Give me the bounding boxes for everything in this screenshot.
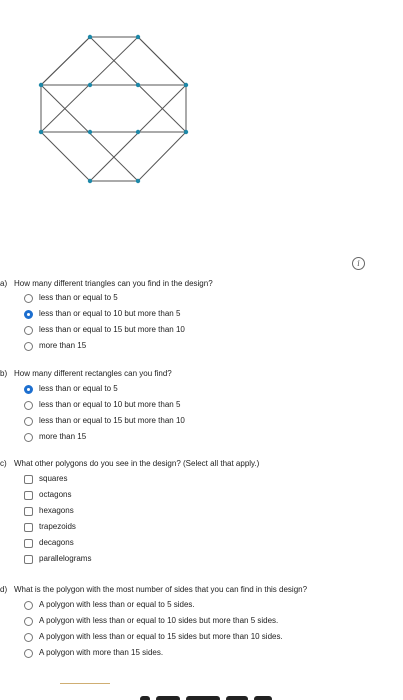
radio-button-selected[interactable] [24,385,33,394]
question-label: b) [0,369,8,378]
option-b3[interactable] [24,415,185,427]
option-label: less than or equal to 5 [39,293,118,302]
option-c4[interactable] [24,521,76,533]
option-label: A polygon with less than or equal to 5 sides. [39,600,195,609]
question-label: c) [0,459,7,468]
option-b4[interactable] [24,431,86,443]
option-label: less than or equal to 10 but more than 5 [39,400,181,409]
checkbox[interactable] [24,507,33,516]
option-a3[interactable] [24,324,185,336]
option-label: trapezoids [39,522,76,531]
option-label: less than or equal to 10 but more than 5 [39,309,181,318]
option-label: more than 15 [39,432,87,441]
checkbox[interactable] [24,539,33,548]
option-a4[interactable] [24,340,86,352]
option-label: squares [39,474,68,483]
option-label: decagons [39,538,74,547]
option-b2[interactable] [24,399,180,411]
checkbox[interactable] [24,555,33,564]
radio-button[interactable] [24,326,33,335]
option-label: hexagons [39,506,74,515]
radio-button[interactable] [24,601,33,610]
radio-button[interactable] [24,633,33,642]
question-text: How many different rectangles can you find? [14,369,172,378]
option-c3[interactable] [24,505,74,517]
radio-button[interactable] [24,617,33,626]
checkbox[interactable] [24,491,33,500]
option-label: A polygon with more than 15 sides. [39,648,164,657]
radio-button[interactable] [24,401,33,410]
question-label: a) [0,279,8,288]
option-d2[interactable] [24,615,278,627]
checkbox[interactable] [24,523,33,532]
cropped-footer-fragment [140,688,315,700]
info-icon[interactable]: i [352,257,365,270]
option-d3[interactable] [24,631,283,643]
radio-button[interactable] [24,342,33,351]
option-b1[interactable] [24,383,118,395]
question-text: What other polygons do you see in the design? (Select all that apply.) [14,459,260,468]
radio-button[interactable] [24,417,33,426]
option-label: less than or equal to 5 [39,384,118,393]
option-c1[interactable] [24,473,67,485]
radio-button[interactable] [24,649,33,658]
question-label: d) [0,585,8,594]
option-label: parallelograms [39,554,92,563]
option-label: octagons [39,490,72,499]
option-label: A polygon with less than or equal to 15 sides but more than 10 sides. [39,632,283,641]
divider [60,683,110,684]
option-label: less than or equal to 15 but more than 10 [39,325,185,334]
radio-button[interactable] [24,433,33,442]
option-a1[interactable] [24,292,118,304]
option-label: more than 15 [39,341,87,350]
question-text: What is the polygon with the most number of sides that you can find in this design? [14,585,308,594]
checkbox[interactable] [24,475,33,484]
option-c2[interactable] [24,489,71,501]
radio-button-selected[interactable] [24,310,33,319]
option-label: A polygon with less than or equal to 10 sides but more than 5 sides. [39,616,279,625]
option-d1[interactable] [24,599,195,611]
option-c5[interactable] [24,537,74,549]
octagon-design-figure [0,0,403,200]
option-a2[interactable] [24,308,180,320]
radio-button[interactable] [24,294,33,303]
option-label: less than or equal to 15 but more than 10 [39,416,185,425]
question-text: How many different triangles can you find in the design? [14,279,213,288]
option-d4[interactable] [24,647,163,659]
option-c6[interactable] [24,553,91,565]
